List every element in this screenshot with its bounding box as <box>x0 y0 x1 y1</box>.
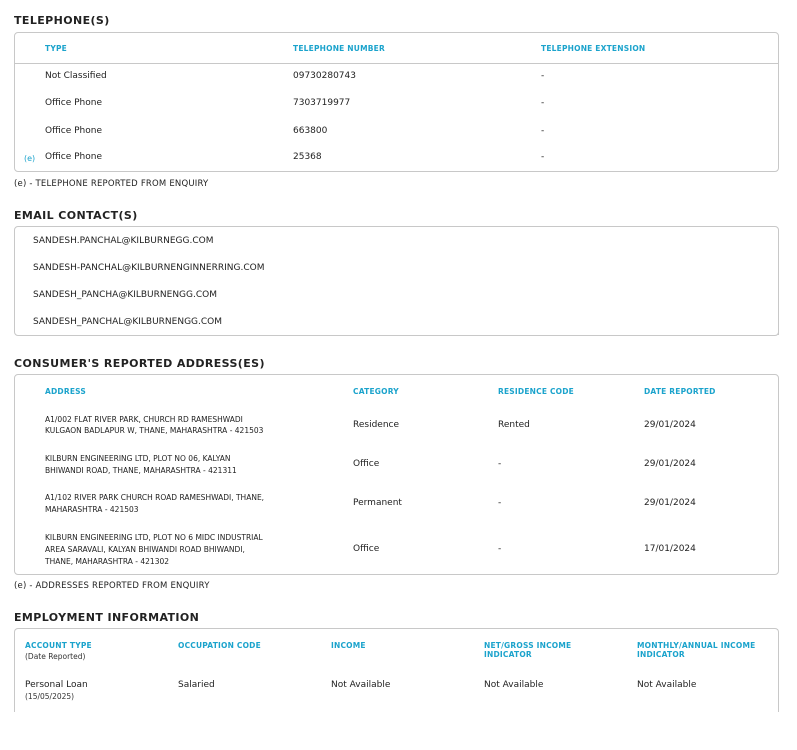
telephone-type: Not Classified <box>45 71 107 81</box>
monthly-annual-header-line: INDICATOR <box>637 650 685 659</box>
address-line: KILBURN ENGINEERING LTD, PLOT NO 6 MIDC INDUSTRIAL <box>45 533 263 542</box>
telephones-table <box>14 32 779 172</box>
address-header: ADDRESS <box>45 387 87 396</box>
employment-table <box>14 628 779 712</box>
telephone-extension: - <box>541 98 545 108</box>
net-gross-income-header <box>484 641 571 659</box>
telephone-enquiry-note: (e) - TELEPHONE REPORTED FROM ENQUIRY <box>14 179 209 189</box>
telephone-type: Office Phone <box>45 152 103 162</box>
email-item: SANDESH_PANCHA@KILBURNENGG.COM <box>33 290 217 300</box>
net-gross-indicator: Not Available <box>484 680 544 690</box>
telephone-type: Office Phone <box>45 126 103 136</box>
telephone-type-header: TYPE <box>45 44 67 53</box>
telephone-extension-header: TELEPHONE EXTENSION <box>541 44 646 53</box>
scroll-divider <box>778 308 779 335</box>
residence-code: - <box>498 459 502 469</box>
email-item: SANDESH_PANCHAL@KILBURNENGG.COM <box>33 317 223 327</box>
date-reported-header: DATE REPORTED <box>644 387 716 396</box>
account-type-header: ACCOUNT TYPE <box>25 641 92 650</box>
address-category: Office <box>353 544 380 554</box>
date-reported: 17/01/2024 <box>644 544 696 554</box>
address-line: THANE, MAHARASHTRA - 421302 <box>45 557 170 566</box>
telephone-type: Office Phone <box>45 98 103 108</box>
residence-code: - <box>498 498 502 508</box>
monthly-annual-header-line: MONTHLY/ANNUAL INCOME <box>637 641 756 650</box>
header-divider <box>15 63 778 64</box>
telephone-number: 7303719977 <box>293 98 351 108</box>
email-item: SANDESH.PANCHAL@KILBURNEGG.COM <box>33 236 214 246</box>
monthly-annual-indicator: Not Available <box>637 680 697 690</box>
income-header: INCOME <box>331 641 366 650</box>
address-category: Residence <box>353 420 400 430</box>
account-date: (15/05/2025) <box>25 692 75 701</box>
addresses-section-title: CONSUMER'S REPORTED ADDRESS(ES) <box>14 357 265 370</box>
address-line: AREA SARAVALI, KALYAN BHIWANDI ROAD BHIWANDI, <box>45 545 245 554</box>
emails-list <box>14 226 779 336</box>
telephone-extension: - <box>541 152 545 162</box>
monthly-annual-income-header <box>637 641 755 659</box>
date-reported-subheader: (Date Reported) <box>25 652 86 661</box>
occupation-code-header: OCCUPATION CODE <box>178 641 261 650</box>
employment-section-title: EMPLOYMENT INFORMATION <box>14 611 200 624</box>
address-line: MAHARASHTRA - 421503 <box>45 505 139 514</box>
income-value: Not Available <box>331 680 391 690</box>
net-gross-header-line: INDICATOR <box>484 650 532 659</box>
address-line: KILBURN ENGINEERING LTD, PLOT NO 06, KALYAN <box>45 454 231 463</box>
telephone-number: 25368 <box>293 152 322 162</box>
telephone-number-header: TELEPHONE NUMBER <box>293 44 385 53</box>
address-line: A1/102 RIVER PARK CHURCH ROAD RAMESHWADI, THANE, <box>45 493 265 502</box>
emails-section-title: EMAIL CONTACT(S) <box>14 209 138 222</box>
residence-code: - <box>498 544 502 554</box>
address-enquiry-note: (e) - ADDRESSES REPORTED FROM ENQUIRY <box>14 581 210 591</box>
net-gross-header-line: NET/GROSS INCOME <box>484 641 572 650</box>
residence-code: Rented <box>498 420 530 430</box>
enquiry-flag: (e) <box>24 154 36 163</box>
address-category: Office <box>353 459 380 469</box>
occupation-code: Salaried <box>178 680 215 690</box>
residence-code-header: RESIDENCE CODE <box>498 387 574 396</box>
telephones-section-title: TELEPHONE(S) <box>14 14 110 27</box>
address-line: BHIWANDI ROAD, THANE, MAHARASHTRA - 421311 <box>45 466 237 475</box>
address-line: A1/002 FLAT RIVER PARK, CHURCH RD RAMESHWADI <box>45 415 243 424</box>
email-item: SANDESH-PANCHAL@KILBURNENGINNERRING.COM <box>33 263 265 273</box>
telephone-extension: - <box>541 71 545 81</box>
telephone-extension: - <box>541 126 545 136</box>
date-reported: 29/01/2024 <box>644 459 696 469</box>
address-category: Permanent <box>353 498 402 508</box>
account-type: Personal Loan <box>25 680 88 690</box>
scroll-divider <box>778 254 779 281</box>
category-header: CATEGORY <box>353 387 399 396</box>
addresses-table <box>14 374 779 575</box>
telephone-number: 09730280743 <box>293 71 356 81</box>
date-reported: 29/01/2024 <box>644 420 696 430</box>
address-line: KULGAON BADLAPUR W, THANE, MAHARASHTRA - 421503 <box>45 426 264 435</box>
telephone-number: 663800 <box>293 126 328 136</box>
date-reported: 29/01/2024 <box>644 498 696 508</box>
